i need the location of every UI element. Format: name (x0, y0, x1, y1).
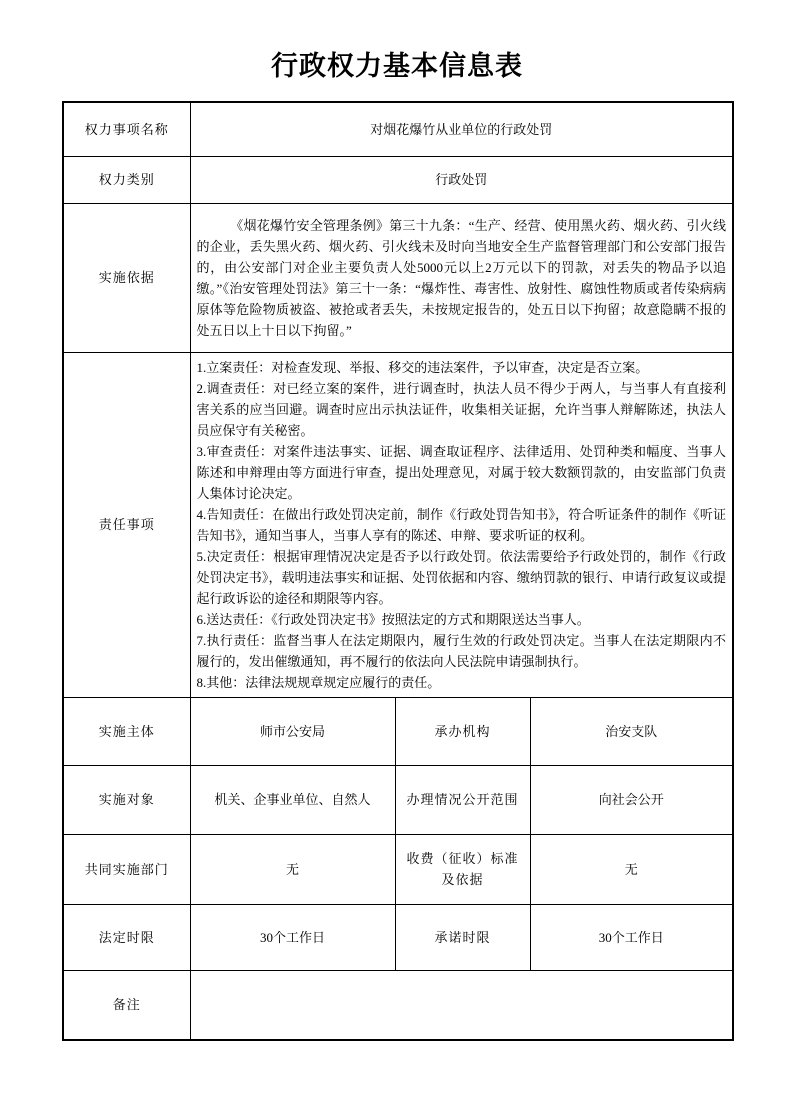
legal-limit-label: 法定时限 (63, 904, 190, 970)
duty-value (190, 352, 733, 697)
basis-paragraph: 《烟花爆竹安全管理条例》第三十九条：“生产、经营、使用黑火药、烟火药、引火线的企业，丢失黑火药、烟火药、引火线未及时向当地安全生产监督管理部门和公安部门报告的，由公安部门对企业主要负责人处5000元以上2万元以下的罚款，对丢失的物品予以追缴。”《治安管理处罚法》第三十一条：“爆炸性、毒害性、放射性、腐蚀性物质或者传染病病原体等危险物质被盗、被抢或者丢失，未按规定报告的，处五日以下拘留；故意隐瞒不报的处五日以上十日以下拘留。” (196, 217, 726, 338)
power-name-value: 对烟花爆竹从业单位的行政处罚 (190, 102, 733, 156)
agency-label: 承办机构 (395, 697, 530, 765)
subject-label: 实施主体 (63, 697, 190, 765)
row-power-name (63, 102, 733, 156)
subject-value: 师市公安局 (190, 697, 395, 765)
row-joint-dept (63, 834, 733, 904)
duty-item: 4.告知责任：在做出行政处罚决定前，制作《行政处罚告知书》，符合听证条件的制作《听证告知书》，通知当事人，当事人享有的陈述、申辩、要求听证的权利。 (196, 506, 726, 543)
agency-value: 治安支队 (530, 697, 733, 765)
duty-item: 6.送达责任：《行政处罚决定书》按照法定的方式和期限送达当事人。 (196, 611, 590, 627)
duty-label: 责任事项 (63, 352, 190, 697)
duty-item: 7.执行责任：监督当事人在法定期限内，履行生效的行政处罚决定。当事人在法定期限内不履行的，发出催缴通知，再不履行的依法向人民法院申请强制执行。 (196, 632, 726, 669)
promise-limit-label: 承诺时限 (395, 904, 530, 970)
promise-limit-value: 30个工作日 (530, 904, 733, 970)
duty-item: 3.审查责任：对案件违法事实、证据、调查取证程序、法律适用、处罚种类和幅度、当事人陈述和申辩理由等方面进行审查，提出处理意见，对属于较大数额罚款的，由安监部门负责人集体讨论决定。 (196, 443, 726, 501)
remark-value (190, 970, 733, 1040)
basis-value (190, 203, 733, 352)
object-value: 机关、企事业单位、自然人 (190, 765, 395, 834)
fee-standard-label: 收费（征收）标准及依据 (395, 834, 530, 904)
duty-list (197, 357, 727, 693)
power-type-value: 行政处罚 (190, 156, 733, 203)
joint-dept-label: 共同实施部门 (63, 834, 190, 904)
duty-item: 8.其他：法律法规规章规定应履行的责任。 (196, 674, 441, 690)
object-label: 实施对象 (63, 765, 190, 834)
duty-item: 1.立案责任：对检查发现、举报、移交的违法案件，予以审查，决定是否立案。 (196, 359, 649, 375)
row-power-type (63, 156, 733, 203)
power-type-label: 权力类别 (63, 156, 190, 203)
row-basis (63, 203, 733, 352)
row-duty (63, 352, 733, 697)
basis-label: 实施依据 (63, 203, 190, 352)
duty-item: 5.决定责任：根据审理情况决定是否予以行政处罚。依法需要给予行政处罚的，制作《行政处罚决定书》，载明违法事实和证据、处罚依据和内容、缴纳罚款的银行、申请行政复议或提起行政诉讼的途径和期限等内容。 (196, 548, 726, 606)
row-remark (63, 970, 733, 1040)
public-scope-label: 办理情况公开范围 (395, 765, 530, 834)
info-table (62, 101, 734, 1041)
duty-item: 2.调查责任：对已经立案的案件，进行调查时，执法人员不得少于两人，与当事人有直接利害关系的应当回避。调查时应出示执法证件，收集相关证据，允许当事人辩解陈述，执法人员应保守有关秘密。 (196, 380, 726, 438)
remark-label: 备注 (63, 970, 190, 1040)
fee-standard-value: 无 (530, 834, 733, 904)
public-scope-value: 向社会公开 (530, 765, 733, 834)
legal-limit-value: 30个工作日 (190, 904, 395, 970)
row-subject (63, 697, 733, 765)
joint-dept-value: 无 (190, 834, 395, 904)
page-title: 行政权力基本信息表 (271, 51, 523, 81)
row-object (63, 765, 733, 834)
power-name-label: 权力事项名称 (63, 102, 190, 156)
row-time-limit (63, 904, 733, 970)
